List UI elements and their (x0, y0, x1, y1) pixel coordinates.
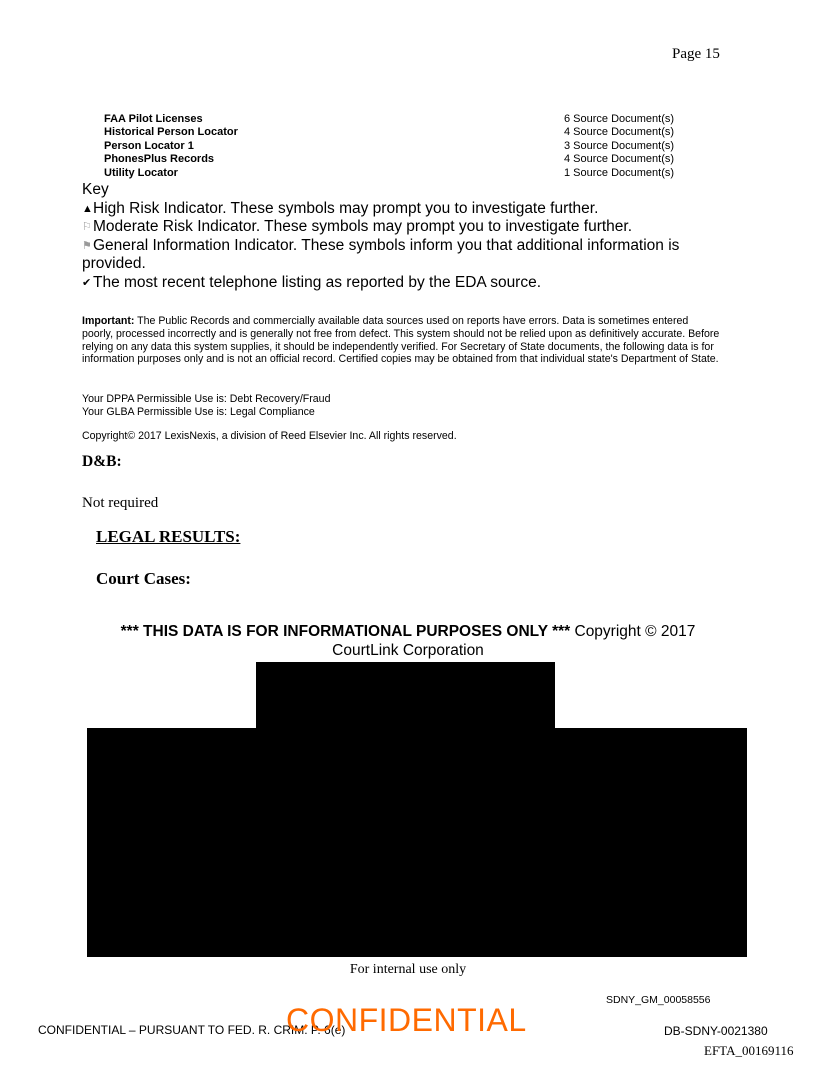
page-number: Page 15 (672, 46, 720, 62)
key-item-text: The most recent telephone listing as reported by the EDA source. (93, 273, 542, 291)
key-legend (82, 181, 722, 293)
key-item-moderate-risk (82, 218, 722, 237)
confidential-stamp: CONFIDENTIAL (286, 1002, 527, 1038)
key-item-general-info (82, 237, 722, 274)
key-item-text: Moderate Risk Indicator. These symbols may prompt you to investigate further. (93, 218, 633, 236)
source-name: Person Locator 1 (104, 139, 194, 152)
list-item (104, 167, 712, 180)
db-heading: D&B: (82, 453, 122, 470)
bates-db: DB-SDNY-0021380 (664, 1024, 768, 1038)
source-count: 4 Source Document(s) (564, 126, 675, 139)
confidential-footer: CONFIDENTIAL – PURSUANT TO FED. R. CRIM. P. 6(e) (38, 1023, 346, 1037)
key-item-text: General Information Indicator. These symbols inform you that additional information is provided. (82, 236, 680, 273)
key-item-text: High Risk Indicator. These symbols may prompt you to investigate further. (93, 199, 599, 217)
source-document-list (104, 113, 712, 180)
important-disclaimer (82, 315, 722, 366)
source-count: 1 Source Document(s) (564, 166, 675, 179)
list-item (104, 140, 712, 153)
glba-use: Your GLBA Permissible Use is: Legal Compliance (82, 405, 315, 418)
list-item (104, 113, 712, 126)
court-cases-heading: Court Cases: (96, 569, 191, 588)
internal-use-note: For internal use only (349, 962, 467, 977)
source-name: Historical Person Locator (104, 126, 238, 139)
list-item (104, 153, 712, 166)
important-text: The Public Records and commercially available data sources used on reports have errors. Data is sometimes entered poorly, processed incorrectly and is generally not free from defect. This system should not be relied upon as definitively accurate. Before relying on any data this system supplies, it should be independently verified. For Secretary of State documents, the following data is for information purposes only and is not an official record. Certified copies may be obtained from that individual state's Department of State. (82, 315, 720, 366)
source-name: Utility Locator (104, 166, 178, 179)
legal-results-heading: LEGAL RESULTS: (96, 527, 241, 546)
courtlink-disclaimer: *** THIS DATA IS FOR INFORMATIONAL PURPOSES ONLY *** (120, 623, 571, 640)
bates-sdny: SDNY_GM_00058556 (606, 994, 711, 1006)
info-flag-icon: ⚑ (82, 239, 92, 252)
lexis-copyright: Copyright© 2017 LexisNexis, a division of Reed Elsevier Inc. All rights reserved. (82, 430, 457, 442)
courtlink-copyright: Copyright © 2017 CourtLink Corporation (332, 623, 696, 659)
warning-triangle-icon: ▲ (82, 202, 93, 215)
source-count: 3 Source Document(s) (564, 139, 675, 152)
list-item (104, 126, 712, 139)
key-item-telephone (82, 274, 722, 293)
dppa-use: Your DPPA Permissible Use is: Debt Recovery/Fraud (82, 393, 331, 405)
source-name: PhonesPlus Records (104, 153, 215, 166)
db-value: Not required (82, 495, 159, 511)
efta-number: EFTA_00169116 (704, 1043, 794, 1058)
redaction-block (87, 728, 747, 957)
checkmark-icon: ✔ (82, 276, 92, 289)
important-label: Important: (82, 315, 135, 327)
redaction-block (256, 662, 555, 730)
key-title: Key (82, 181, 109, 198)
key-item-high-risk (82, 200, 722, 219)
source-name: FAA Pilot Licenses (104, 113, 203, 125)
source-count: 6 Source Document(s) (564, 113, 675, 125)
courtlink-notice (96, 622, 720, 660)
moderate-flag-icon: ⚐ (82, 221, 92, 234)
source-count: 4 Source Document(s) (564, 153, 675, 166)
permissible-use (82, 393, 330, 419)
